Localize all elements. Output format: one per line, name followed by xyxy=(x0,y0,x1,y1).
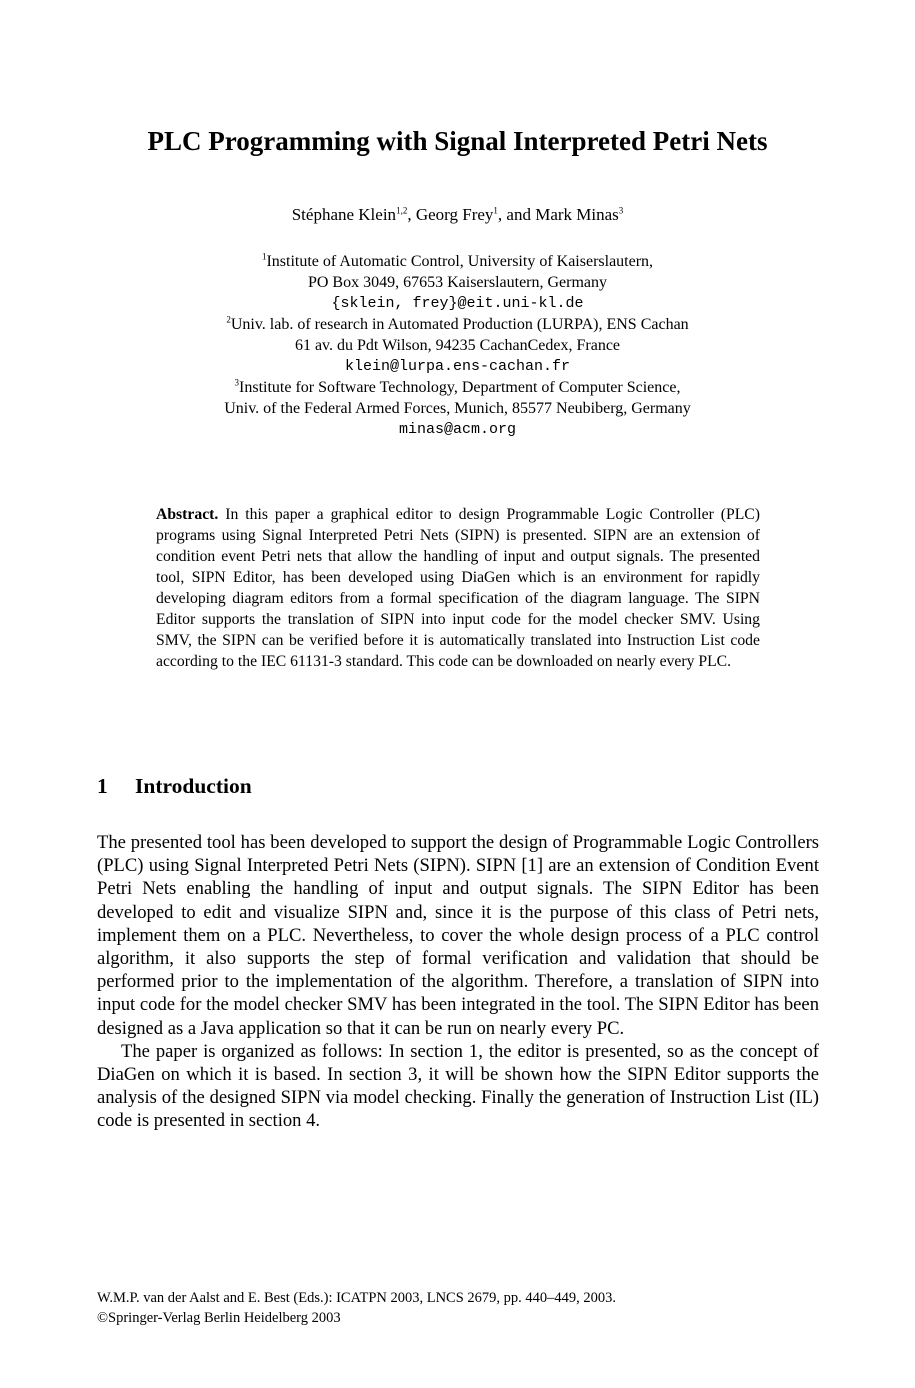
abstract-text: In this paper a graphical editor to design Programmable Logic Controller (PLC) programs using Signal Interpreted Petri Nets (SIPN) is presented. SIPN are an extension of condition event Petri nets that allow the handling of input and output signals. The presented tool, SIPN Editor, has been developed using DiaGen which is an environment for rapidly developing diagram editors from a formal specification of the diagram language. The SIPN Editor supports the translation of SIPN into input code for the model checker SMV. Using SMV, the SIPN can be verified before it is automatically translated into Instruction List code according to the IEC 61131-3 standard. This code can be downloaded on nearly every PLC. xyxy=(156,506,760,670)
affiliation-text: Univ. lab. of research in Automated Production (LURPA), ENS Cachan xyxy=(230,316,689,333)
author-affil-marker: 3 xyxy=(618,205,624,216)
affiliations xyxy=(0,251,915,440)
section-heading xyxy=(97,772,252,800)
author-affil-marker: 1,2 xyxy=(396,205,408,216)
abstract-label: Abstract. xyxy=(156,506,219,523)
section-body xyxy=(97,831,819,1133)
affiliation-email: {sklein, frey}@eit.uni-kl.de xyxy=(331,295,584,312)
affiliation-line xyxy=(0,377,915,398)
author-affil-marker: 1 xyxy=(493,205,498,216)
affiliation-text: Institute of Automatic Control, University of Kaiserslautern, xyxy=(266,253,654,270)
affiliation-marker: 2 xyxy=(226,314,231,325)
author-name: Georg Frey xyxy=(415,205,494,224)
paragraph: The paper is organized as follows: In section 1, the editor is presented, so as the concept of DiaGen on which it is based. In section 3, it will be shown how the SIPN Editor supports the analysis of the designed SIPN via model checking. Finally the generation of Instruction List (IL) code is presented in section 4. xyxy=(97,1040,819,1132)
affiliation-marker: 3 xyxy=(234,377,240,388)
author-separator: , and xyxy=(497,205,536,224)
citation-line: W.M.P. van der Aalst and E. Best (Eds.): ICATPN 2003, LNCS 2679, pp. 440–449, 2003. xyxy=(97,1290,617,1306)
abstract xyxy=(156,504,760,672)
section-title: Introduction xyxy=(135,774,252,798)
author-name: Mark Minas xyxy=(535,205,619,224)
affiliation-text: Institute for Software Technology, Department of Computer Science, xyxy=(239,379,681,396)
author-separator: , xyxy=(407,205,416,224)
affiliation-line xyxy=(0,251,915,272)
citation-footer xyxy=(97,1288,616,1328)
author-list xyxy=(0,204,915,226)
affiliation-address: Univ. of the Federal Armed Forces, Munich, 85577 Neubiberg, Germany xyxy=(224,400,691,417)
section-number: 1 xyxy=(97,774,108,798)
author-name: Stéphane Klein xyxy=(291,205,397,224)
affiliation-marker: 1 xyxy=(261,251,267,262)
affiliation-line xyxy=(0,314,915,335)
affiliation-email: klein@lurpa.ens-cachan.fr xyxy=(344,358,571,375)
affiliation-address: PO Box 3049, 67653 Kaiserslautern, Germany xyxy=(307,274,608,291)
copyright-line: ©Springer-Verlag Berlin Heidelberg 2003 xyxy=(97,1310,341,1326)
affiliation-address: 61 av. du Pdt Wilson, 94235 CachanCedex, France xyxy=(294,337,621,354)
affiliation-email: minas@acm.org xyxy=(398,421,517,438)
paragraph: The presented tool has been developed to support the design of Programmable Logic Controllers (PLC) using Signal Interpreted Petri Nets (SIPN). SIPN [1] are an extension of Condition Event Petri Nets enabling the handling of input and output signals. The SIPN Editor has been developed to edit and visualize SIPN and, since it is the purpose of this class of Petri nets, implement them on a PLC. Nevertheless, to cover the whole design process of a PLC control algorithm, it also supports the step of formal verification and validation that should be performed prior to the implementation of the algorithm. Therefore, a translation of SIPN into input code for the model checker SMV has been integrated in the tool. The SIPN Editor has been designed as a Java application so that it can be run on nearly every PC. xyxy=(97,832,819,1039)
paper-title: PLC Programming with Signal Interpreted Petri Nets xyxy=(147,126,768,156)
